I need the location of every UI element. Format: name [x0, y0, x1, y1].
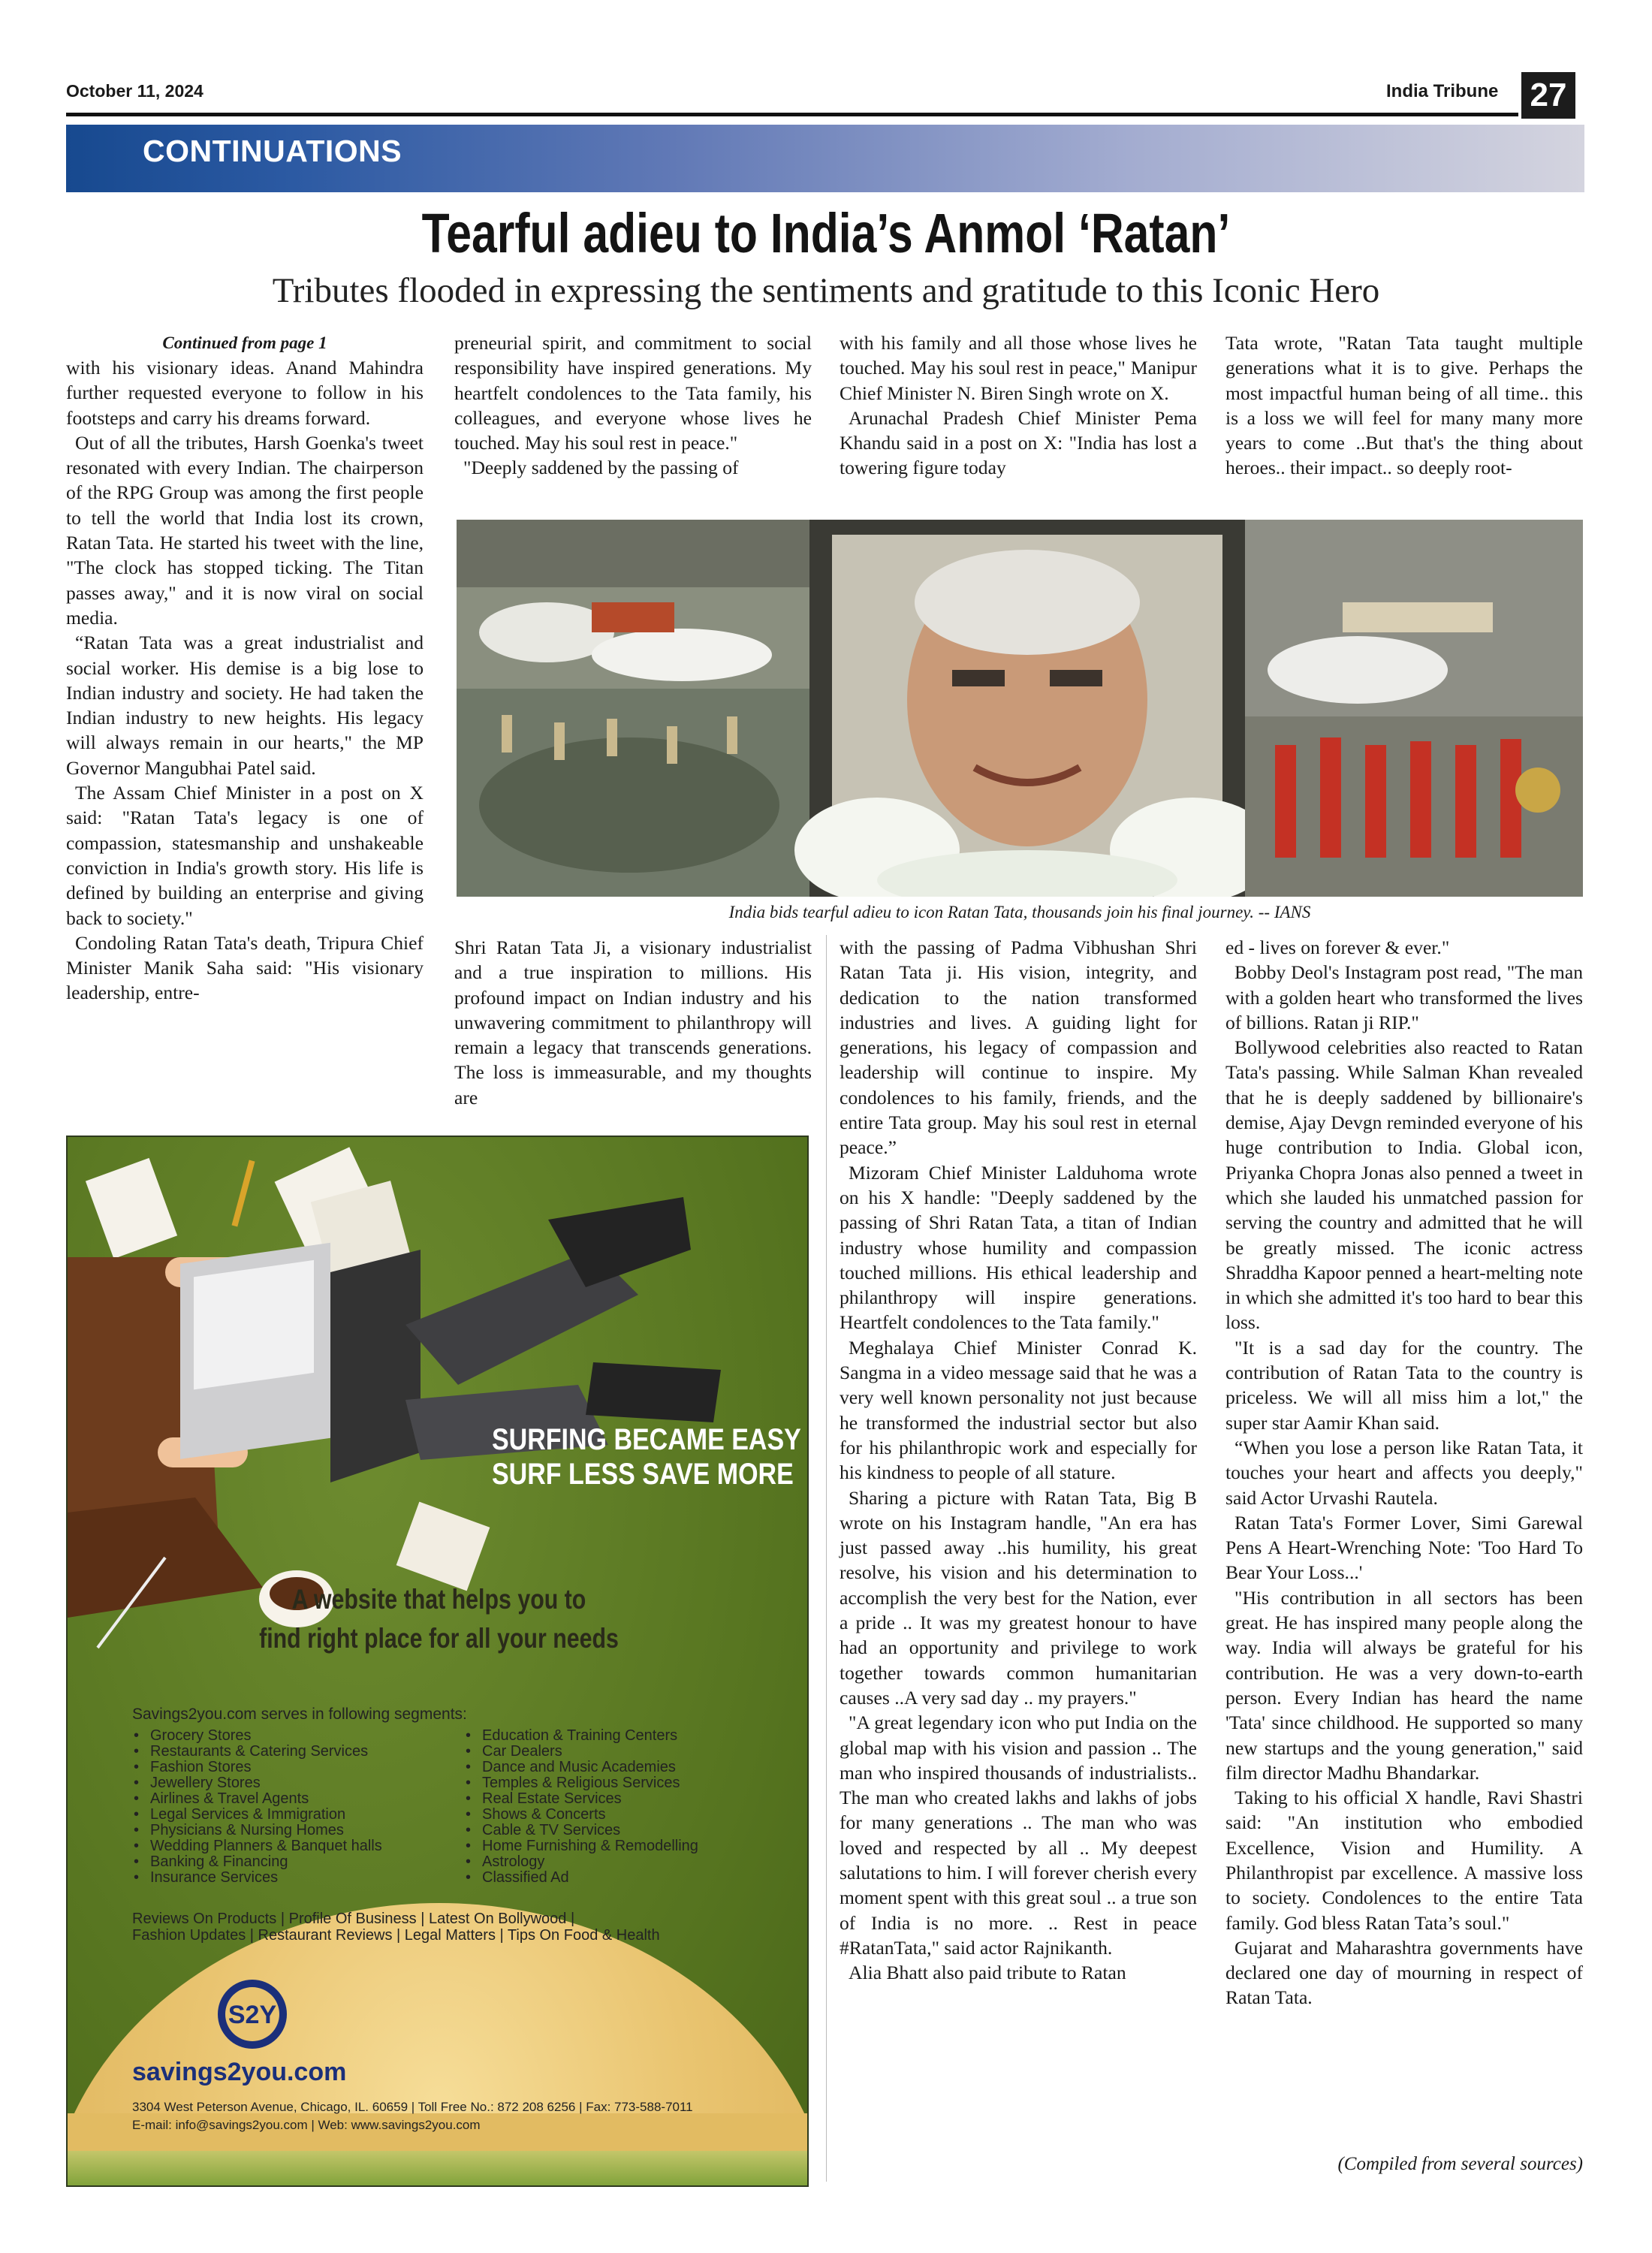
segment-item: • Dance and Music Academies: [482, 1760, 698, 1775]
page-number: 27: [1521, 72, 1575, 119]
column-4-top: [1225, 330, 1583, 481]
paragraph: Meghalaya Chief Minister Conrad K. Sangma in a video message said that he was a very well known personality not just because he transformed the industrial sector but also for his philanthropic work and especially for his kindness to people of all stature.: [840, 1336, 1197, 1484]
ad-contact-info: [132, 2098, 693, 2134]
paragraph: Alia Bhatt also paid tribute to Ratan: [849, 1962, 1126, 1984]
paragraph: "Deeply saddened by the passing of: [463, 457, 739, 479]
savings2you-advertisement[interactable]: [66, 1136, 809, 2187]
segment-item: • Cable & TV Services: [482, 1823, 698, 1838]
paragraph: preneurial spirit, and commitment to social responsibility have inspired generations. My heartfelt condolences to the Tata family, his colleagues, and everyone whose lives he touched. May his soul rest in peace.": [454, 332, 812, 454]
paragraph: Gujarat and Maharashtra governments have declared one day of mourning in respect of Ratan Tata.: [1225, 1936, 1583, 2009]
paragraph: Bollywood celebrities also reacted to Ratan Tata's passing. While Salman Khan revealed that he is deeply saddened by billionaire's demise, Ajay Devgn reminded everyone of his huge contribution to India. Global icon, Priyanka Chopra Jonas also penned a tweet in which she lauded his unmatched passion for serving the country and admitted that he will be greatly missed. The iconic actress Shraddha Kapoor penned a heart-melting note in which she admitted it's too hard to bear this loss.: [1225, 1036, 1583, 1334]
ad-links-line-1: Reviews On Products | Profile Of Business | Latest On Bollywood |: [132, 1911, 575, 1927]
logo-text: S2Y: [228, 2001, 277, 2029]
ad-tagline: [134, 1580, 743, 1658]
paragraph: “When you lose a person like Ratan Tata, it touches your heart and affects you deeply," said Actor Urvashi Rautela.: [1225, 1436, 1583, 1509]
segment-item: • Legal Services & Immigration: [150, 1807, 382, 1823]
column-2-bottom: [454, 935, 812, 1110]
ad-bottom-strip: [68, 2151, 809, 2187]
issue-date: October 11, 2024: [66, 81, 203, 101]
segment-item: • Wedding Planners & Banquet halls: [150, 1838, 382, 1854]
paragraph: ed - lives on forever & ever.": [1225, 936, 1450, 958]
paragraph: Bobby Deol's Instagram post read, "The man with a golden heart who transformed the lives of billions. Ratan ji RIP.": [1225, 961, 1583, 1033]
segment-item: • Shows & Concerts: [482, 1807, 698, 1823]
segment-item: • Airlines & Travel Agents: [150, 1791, 382, 1807]
paragraph: "His contribution in all sectors has been great. He has inspired many people along the way. India will always be grateful for his contribution. He was a very down-to-earth person. Every Indian has heard the name 'Tata' since childhood. He supported so many new startups and the young generation," said film director Madhu Bhandarkar.: [1225, 1586, 1583, 1784]
ad-segments-right: [464, 1728, 698, 1886]
segment-item: • Real Estate Services: [482, 1791, 698, 1807]
column-3-top: [840, 330, 1197, 481]
segment-item: • Restaurants & Catering Services: [150, 1744, 382, 1760]
paragraph: The Assam Chief Minister in a post on X said: "Ratan Tata's legacy is one of compassion, statesmanship and unshakeable conviction in India's growth story. His life is defined by building an enterprise and giving back to society.": [66, 782, 424, 929]
segment-item: • Car Dealers: [482, 1744, 698, 1760]
publication-name: India Tribune: [1386, 81, 1499, 101]
column-4-bottom: [1225, 935, 1583, 2010]
ad-brand-name[interactable]: savings2you.com: [132, 2058, 347, 2086]
paragraph: Taking to his official X handle, Ravi Shastri said: "An institution who embodied Excellence, Vision and Humility. A Philanthropist par excellence. A massive loss to society. Condolences to the entire Tata family. God bless Ratan Tata’s soul.": [1225, 1787, 1583, 1934]
headline: Tearful adieu to India’s Anmol ‘Ratan’: [421, 202, 1231, 264]
segment-item: • Banking & Financing: [150, 1854, 382, 1870]
section-title: CONTINUATIONS: [143, 134, 402, 168]
column-1-top: [66, 355, 424, 1006]
paragraph: "A great legendary icon who put India on the global map with his vision and passion .. The man who inspired thousands of industrialists.. The man who created lakhs and lakhs of jobs for many generations .. The man who was loved and respected by all .. My deepest salutations to him. I will forever cherish every moment spent with this great soul .. a true son of India is no more. .. Rest in peace #RatanTata," said actor Rajnikanth.: [840, 1712, 1197, 1959]
paragraph: Sharing a picture with Ratan Tata, Big B wrote on his Instagram handle, "An era has just passed away ..his humility, his great resolve, his vision and his determination to accomplish the very best for the Nation, ever a pride .. It was my greatest honour to have had an opportunity and privilege to work together towards common humanitarian causes ..A very sad day .. my prayers.": [840, 1486, 1197, 1709]
paragraph: Condoling Ratan Tata's death, Tripura Chief Minister Manik Saha said: "His visionary leadership, entre-: [66, 931, 424, 1004]
paragraph: Ratan Tata's Former Lover, Simi Garewal Pens A Heart-Wrenching Note: 'Too Hard To Bear Your Loss...': [1225, 1511, 1583, 1584]
section-band: [66, 125, 1584, 192]
segment-item: • Education & Training Centers: [482, 1728, 698, 1744]
paragraph: with the passing of Padma Vibhushan Shri Ratan Tata ji. His vision, integrity, and dedication to the nation transformed industries and lives. A guiding light for generations, his legacy of compassion and leadership will continue to inspire. My condolences to his family, friends, and the entire Tata group. May his soul rest in eternal peace.”: [840, 936, 1197, 1159]
ad-email-web: E-mail: info@savings2you.com | Web: www.savings2you.com: [132, 2118, 481, 2132]
paragraph: "It is a sad day for the country. The contribution of Ratan Tata to the country is priceless. We will all miss him a lot," the super star Aamir Khan said.: [1225, 1336, 1583, 1434]
continued-from: Continued from page 1: [162, 333, 327, 352]
segment-item: • Temples & Religious Services: [482, 1775, 698, 1791]
ad-segments-intro: Savings2you.com serves in following segments:: [132, 1706, 467, 1723]
source-credit: (Compiled from several sources): [1337, 2154, 1583, 2174]
segment-item: • Fashion Stores: [150, 1760, 382, 1775]
column-3-bottom: [840, 935, 1197, 1985]
header-rule: [66, 113, 1518, 116]
ad-segments-left: [132, 1728, 382, 1886]
paragraph: with his family and all those whose lives he touched. May his soul rest in peace," Manipur Chief Minister N. Biren Singh wrote on X.: [840, 332, 1197, 404]
savings2you-logo-icon: [215, 1977, 290, 2052]
collage-illustration: [457, 520, 1583, 897]
segment-item: • Home Furnishing & Remodelling: [482, 1838, 698, 1854]
column-2-top: [454, 330, 812, 481]
segment-item: • Jewellery Stores: [150, 1775, 382, 1791]
segment-item: • Grocery Stores: [150, 1728, 382, 1744]
ad-slogan: [492, 1422, 801, 1491]
paragraph: Mizoram Chief Minister Lalduhoma wrote on his X handle: "Deeply saddened by the passing of Shri Ratan Tata, a titan of Indian industry whose humility and compassion touched millions. His ethical leadership and philanthropy will inspire generations. Heartfelt condolences to the Tata family.": [840, 1161, 1197, 1334]
paragraph: Out of all the tributes, Harsh Goenka's tweet resonated with every Indian. The chairperson of the RPG Group was among the first people to tell the world that India lost its crown, Ratan Tata. He started his tweet with the line, "The clock has stopped ticking. The Titan passes away," and it is now viral on social media.: [66, 431, 424, 629]
paragraph: Tata wrote, "Ratan Tata taught multiple generations what it is to give. Perhaps the most impactful human being of all time.. this is a loss we will feel for many many more years to come ..But that's the thing about heroes.. their impact.. so deeply root-: [1225, 332, 1583, 479]
ad-tagline-line-1: A website that helps you to: [291, 1584, 586, 1615]
ad-slogan-line-1: SURFING BECAME EASY: [492, 1423, 801, 1456]
paragraph: “Ratan Tata was a great industrialist and social worker. His demise is a big lose to Indian industry and society. He had taken the Indian industry to new heights. His legacy will always remain in our hearts," the MP Governor Mangubhai Patel said.: [66, 632, 424, 779]
column-divider: [826, 935, 827, 2182]
photo-caption: India bids tearful adieu to icon Ratan Tata, thousands join his final journey. -- IANS: [728, 903, 1311, 921]
segment-item: • Astrology: [482, 1854, 698, 1870]
ad-feature-links: [132, 1911, 793, 1944]
ad-slogan-line-2: SURF LESS SAVE MORE: [492, 1458, 794, 1491]
paragraph: Shri Ratan Tata Ji, a visionary industrialist and a true inspiration to millions. His profound impact on Indian industry and his unwavering commitment to philanthropy will remain a legacy that transcends generations. The loss is immeasurable, and my thoughts are: [454, 936, 812, 1108]
photo-collage: [457, 520, 1583, 897]
subheadline: Tributes flooded in expressing the sentiments and gratitude to this Iconic Hero: [272, 271, 1380, 310]
ad-address: 3304 West Peterson Avenue, Chicago, IL. 60659 | Toll Free No.: 872 208 6256 | Fax: 773-588-7011: [132, 2100, 693, 2114]
segment-item: • Classified Ad: [482, 1870, 698, 1886]
segment-item: • Physicians & Nursing Homes: [150, 1823, 382, 1838]
ad-links-line-2: Fashion Updates | Restaurant Reviews | Legal Matters | Tips On Food & Health: [132, 1927, 660, 1944]
ad-tagline-line-2: find right place for all your needs: [259, 1623, 619, 1654]
segment-item: • Insurance Services: [150, 1870, 382, 1886]
paragraph: Arunachal Pradesh Chief Minister Pema Khandu said in a post on X: "India has lost a towering figure today: [840, 406, 1197, 479]
paragraph: with his visionary ideas. Anand Mahindra further requested everyone to follow in his footsteps and carry his dreams forward.: [66, 357, 424, 429]
